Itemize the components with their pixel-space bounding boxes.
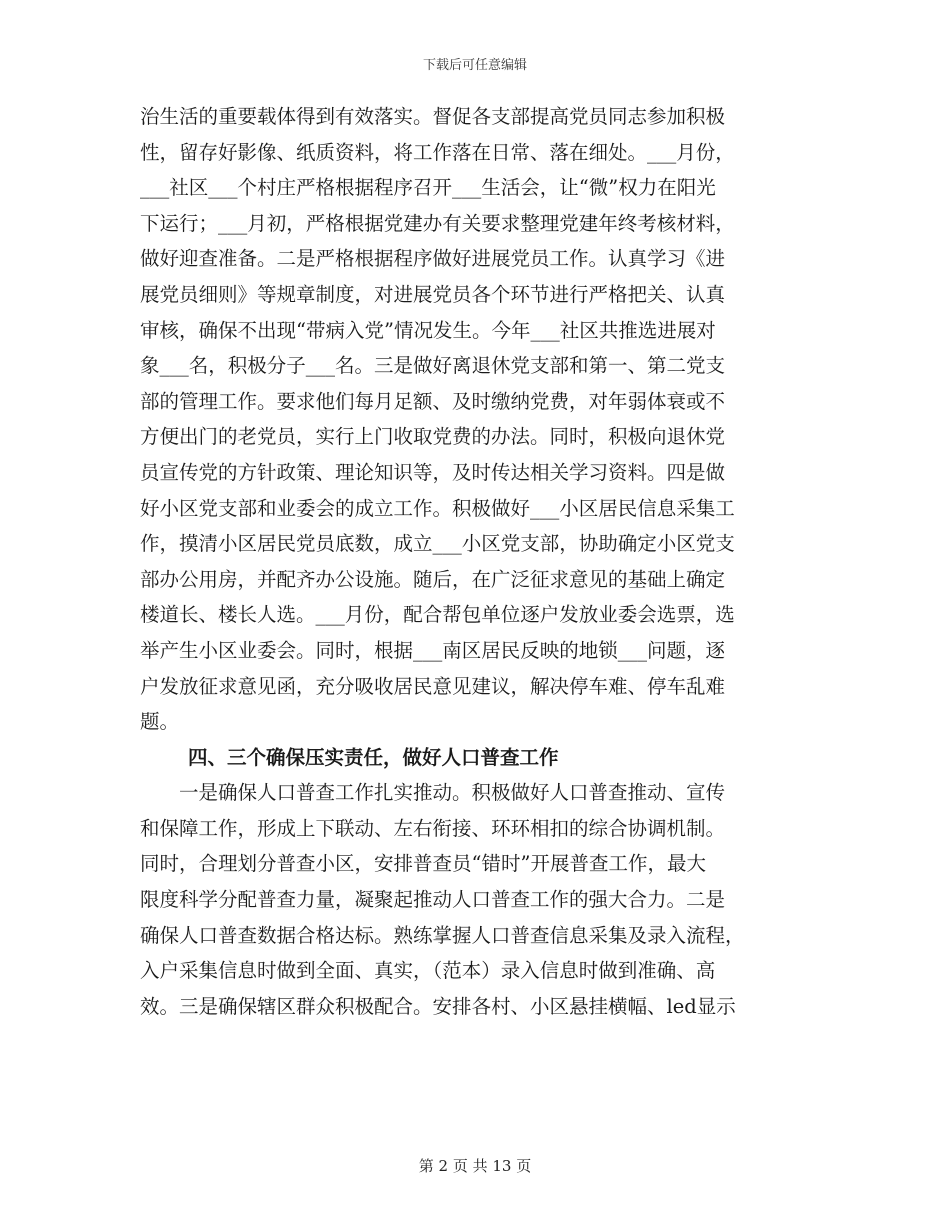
text-line: 确保人口普查数据合格达标。熟练掌握人口普查信息采集及录入流程， — [140, 923, 745, 947]
text-line: 限度科学分配普查力量，凝聚起推动人口普查工作的强大合力。二是 — [140, 888, 726, 912]
text-line: 员宣传党的方针政策、理论知识等，及时传达相关学习资料。四是做 — [140, 460, 726, 484]
document-body — [140, 99, 815, 1024]
text-line: 好小区党支部和业委会的成立工作。积极做好___小区居民信息采集工 — [140, 496, 735, 520]
text-line: 楼道长、楼长人选。___月份，配合帮包单位逐户发放业委会选票，选 — [140, 603, 735, 627]
text-line: 一是确保人口普查工作扎实推动。积极做好人口普查推动、宣传 — [140, 781, 726, 805]
text-line: 作，摸清小区居民党员底数，成立___小区党支部，协助确定小区党支 — [140, 532, 735, 556]
text-line: ___社区___个村庄严格根据程序召开___生活会，让“微”权力在阳光 — [140, 176, 716, 200]
text-line: 部的管理工作。要求他们每月足额、及时缴纳党费，对年弱体衰或不 — [140, 389, 726, 413]
text-line: 做好迎查准备。二是严格根据程序做好进展党员工作。认真学习《进 — [140, 247, 726, 271]
page-footer: 第 2 页 共 13 页 — [418, 1157, 532, 1175]
text-line: 部办公用房，并配齐办公设施。随后，在广泛征求意见的基础上确定 — [140, 567, 726, 591]
text-line: 展党员细则》等规章制度，对进展党员各个环节进行严格把关、认真 — [140, 282, 726, 306]
section-heading: 四、三个确保压实责任，做好人口普查工作 — [188, 745, 559, 769]
text-line: 审核，确保不出现“带病入党”情况发生。今年___社区共推选进展对 — [140, 318, 716, 342]
text-line: 效。三是确保辖区群众积极配合。安排各村、小区悬挂横幅、led显示 — [140, 994, 736, 1018]
text-line: 题。 — [140, 710, 180, 734]
text-line: 同时，合理划分普查小区，安排普查员“错时”开展普查工作，最大 — [140, 852, 706, 876]
page-header: 下载后可任意编辑 — [422, 58, 527, 73]
text-line: 象___名，积极分子___名。三是做好离退休党支部和第一、第二党支 — [140, 354, 726, 378]
text-line: 入户采集信息时做到全面、真实，（范本）录入信息时做到准确、高 — [140, 959, 716, 983]
text-line: 举产生小区业委会。同时，根据___南区居民反映的地锁___问题，逐 — [140, 638, 726, 662]
text-line: 性，留存好影像、纸质资料，将工作落在日常、落在细处。___月份， — [140, 140, 735, 164]
text-line: 和保障工作，形成上下联动、左右衔接、环环相扣的综合协调机制。 — [140, 816, 726, 840]
text-line: 方便出门的老党员，实行上门收取党费的办法。同时，积极向退休党 — [140, 425, 726, 449]
text-line: 治生活的重要载体得到有效落实。督促各支部提高党员同志参加积极 — [140, 105, 726, 128]
text-line: 下运行；___月初，严格根据党建办有关要求整理党建年终考核材料， — [140, 211, 735, 235]
text-line: 户发放征求意见函，充分吸收居民意见建议，解决停车难、停车乱难 — [140, 674, 726, 698]
